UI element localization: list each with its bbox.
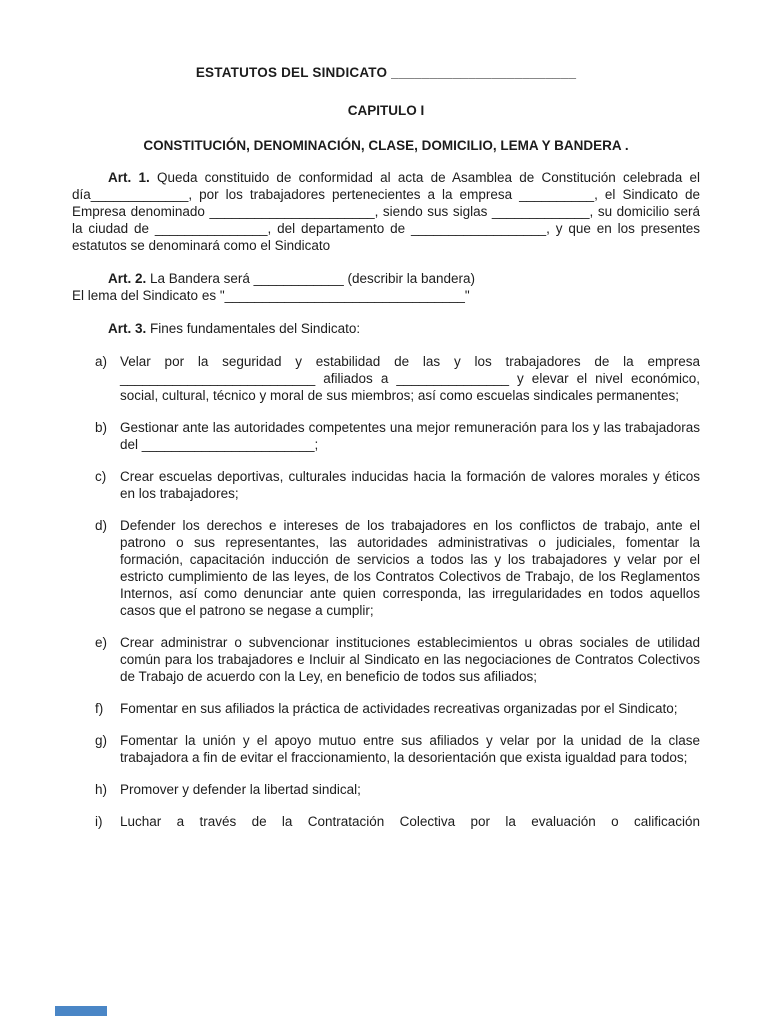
list-item xyxy=(72,781,700,798)
article-1-label: Art. 1. xyxy=(108,170,150,185)
list-item xyxy=(72,732,700,766)
list-item xyxy=(72,517,700,619)
list-item-text: Crear administrar o subvencionar instituciones establecimientos u obras sociales de utilidad común para los trabajadores e Incluir al Sindicato en las negociaciones de Contratos Colectivos de Trabajo de acuerdo con la Ley, en beneficio de todos sus afiliados; xyxy=(120,635,700,684)
list-item-marker: b) xyxy=(95,420,108,435)
document-title: ESTATUTOS DEL SINDICATO ________________________ xyxy=(195,65,577,80)
list-item-marker: g) xyxy=(95,733,108,748)
article-3-label: Art. 3. xyxy=(108,321,147,336)
list-item-text: Velar por la seguridad y estabilidad de las y los trabajadores de la empresa __________________________ afiliados a _______________ y elevar el nivel económico, social, cultural, técnico y moral de sus miembros; así como escuelas sindicales permanentes; xyxy=(120,354,700,403)
list-item-text: Defender los derechos e intereses de los trabajadores en los conflictos de trabajo, ante el patrono o sus representantes, las autoridades administrativas o judiciales, fomentar la formación, capacitación inducción de servicios a todos las y los trabajadores y velar por el estricto cumplimiento de las leyes, de los Contratos Colectivos de Trabajo, de los Reglamentos Internos, así como denunciar ante quien corresponda, las irregularidades en todos aquellos casos que el patrono se negase a cumplir; xyxy=(120,518,700,618)
article-3 xyxy=(72,320,700,337)
list-item-text: Crear escuelas deportivas, culturales inducidas hacia la formación de valores morales y éticos en los trabajadores; xyxy=(120,469,700,501)
article-1-text: Queda constituido de conformidad al acta de Asamblea de Constitución celebrada el día_____________, por los trabajadores pertenecientes a la empresa __________, el Sindicato de Empresa denominado ______________________, siendo sus siglas _____________, su domicilio será la ciudad de _______________, del departamento de __________________, y que en los presentes estatutos se denominará como el Sindicato xyxy=(72,170,700,253)
article-1 xyxy=(72,169,700,254)
list-item-text: Gestionar ante las autoridades competentes una mejor remuneración para los y las trabajadoras del _______________________; xyxy=(120,420,700,452)
list-item xyxy=(72,419,700,453)
purposes-list xyxy=(72,353,700,830)
list-item-text: Luchar a través de la Contratación Colectiva por la evaluación o calificación xyxy=(120,814,700,829)
list-item-marker: i) xyxy=(95,814,103,829)
list-item-marker: h) xyxy=(95,782,108,797)
list-item-marker: e) xyxy=(95,635,108,650)
list-item xyxy=(72,700,700,717)
article-2 xyxy=(72,270,700,287)
chapter-subtitle: CONSTITUCIÓN, DENOMINACIÓN, CLASE, DOMICILIO, LEMA Y BANDERA . xyxy=(143,138,629,153)
list-item-text: Fomentar en sus afiliados la práctica de actividades recreativas organizadas por el Sindicato; xyxy=(120,701,678,716)
article-2-lema-line: El lema del Sindicato es "________________________________" xyxy=(72,288,470,303)
footer-blue-bar xyxy=(55,1006,107,1016)
article-3-text: Fines fundamentales del Sindicato: xyxy=(150,321,361,336)
list-item-text: Promover y defender la libertad sindical; xyxy=(120,782,361,797)
list-item-marker: f) xyxy=(95,701,104,716)
list-item xyxy=(72,468,700,502)
article-2-label: Art. 2. xyxy=(108,271,147,286)
list-item-text: Fomentar la unión y el apoyo mutuo entre sus afiliados y velar por la unidad de la clase trabajadora a fin de evitar el fraccionamiento, la desorientación que exista igualdad para todos; xyxy=(120,733,700,765)
list-item-marker: a) xyxy=(95,354,108,369)
list-item xyxy=(72,813,700,830)
article-2-text: La Bandera será ____________ (describir la bandera) xyxy=(150,271,476,286)
list-item xyxy=(72,634,700,685)
chapter-heading: CAPITULO I xyxy=(347,103,425,118)
list-item-marker: c) xyxy=(95,469,107,484)
list-item xyxy=(72,353,700,404)
list-item-marker: d) xyxy=(95,518,108,533)
